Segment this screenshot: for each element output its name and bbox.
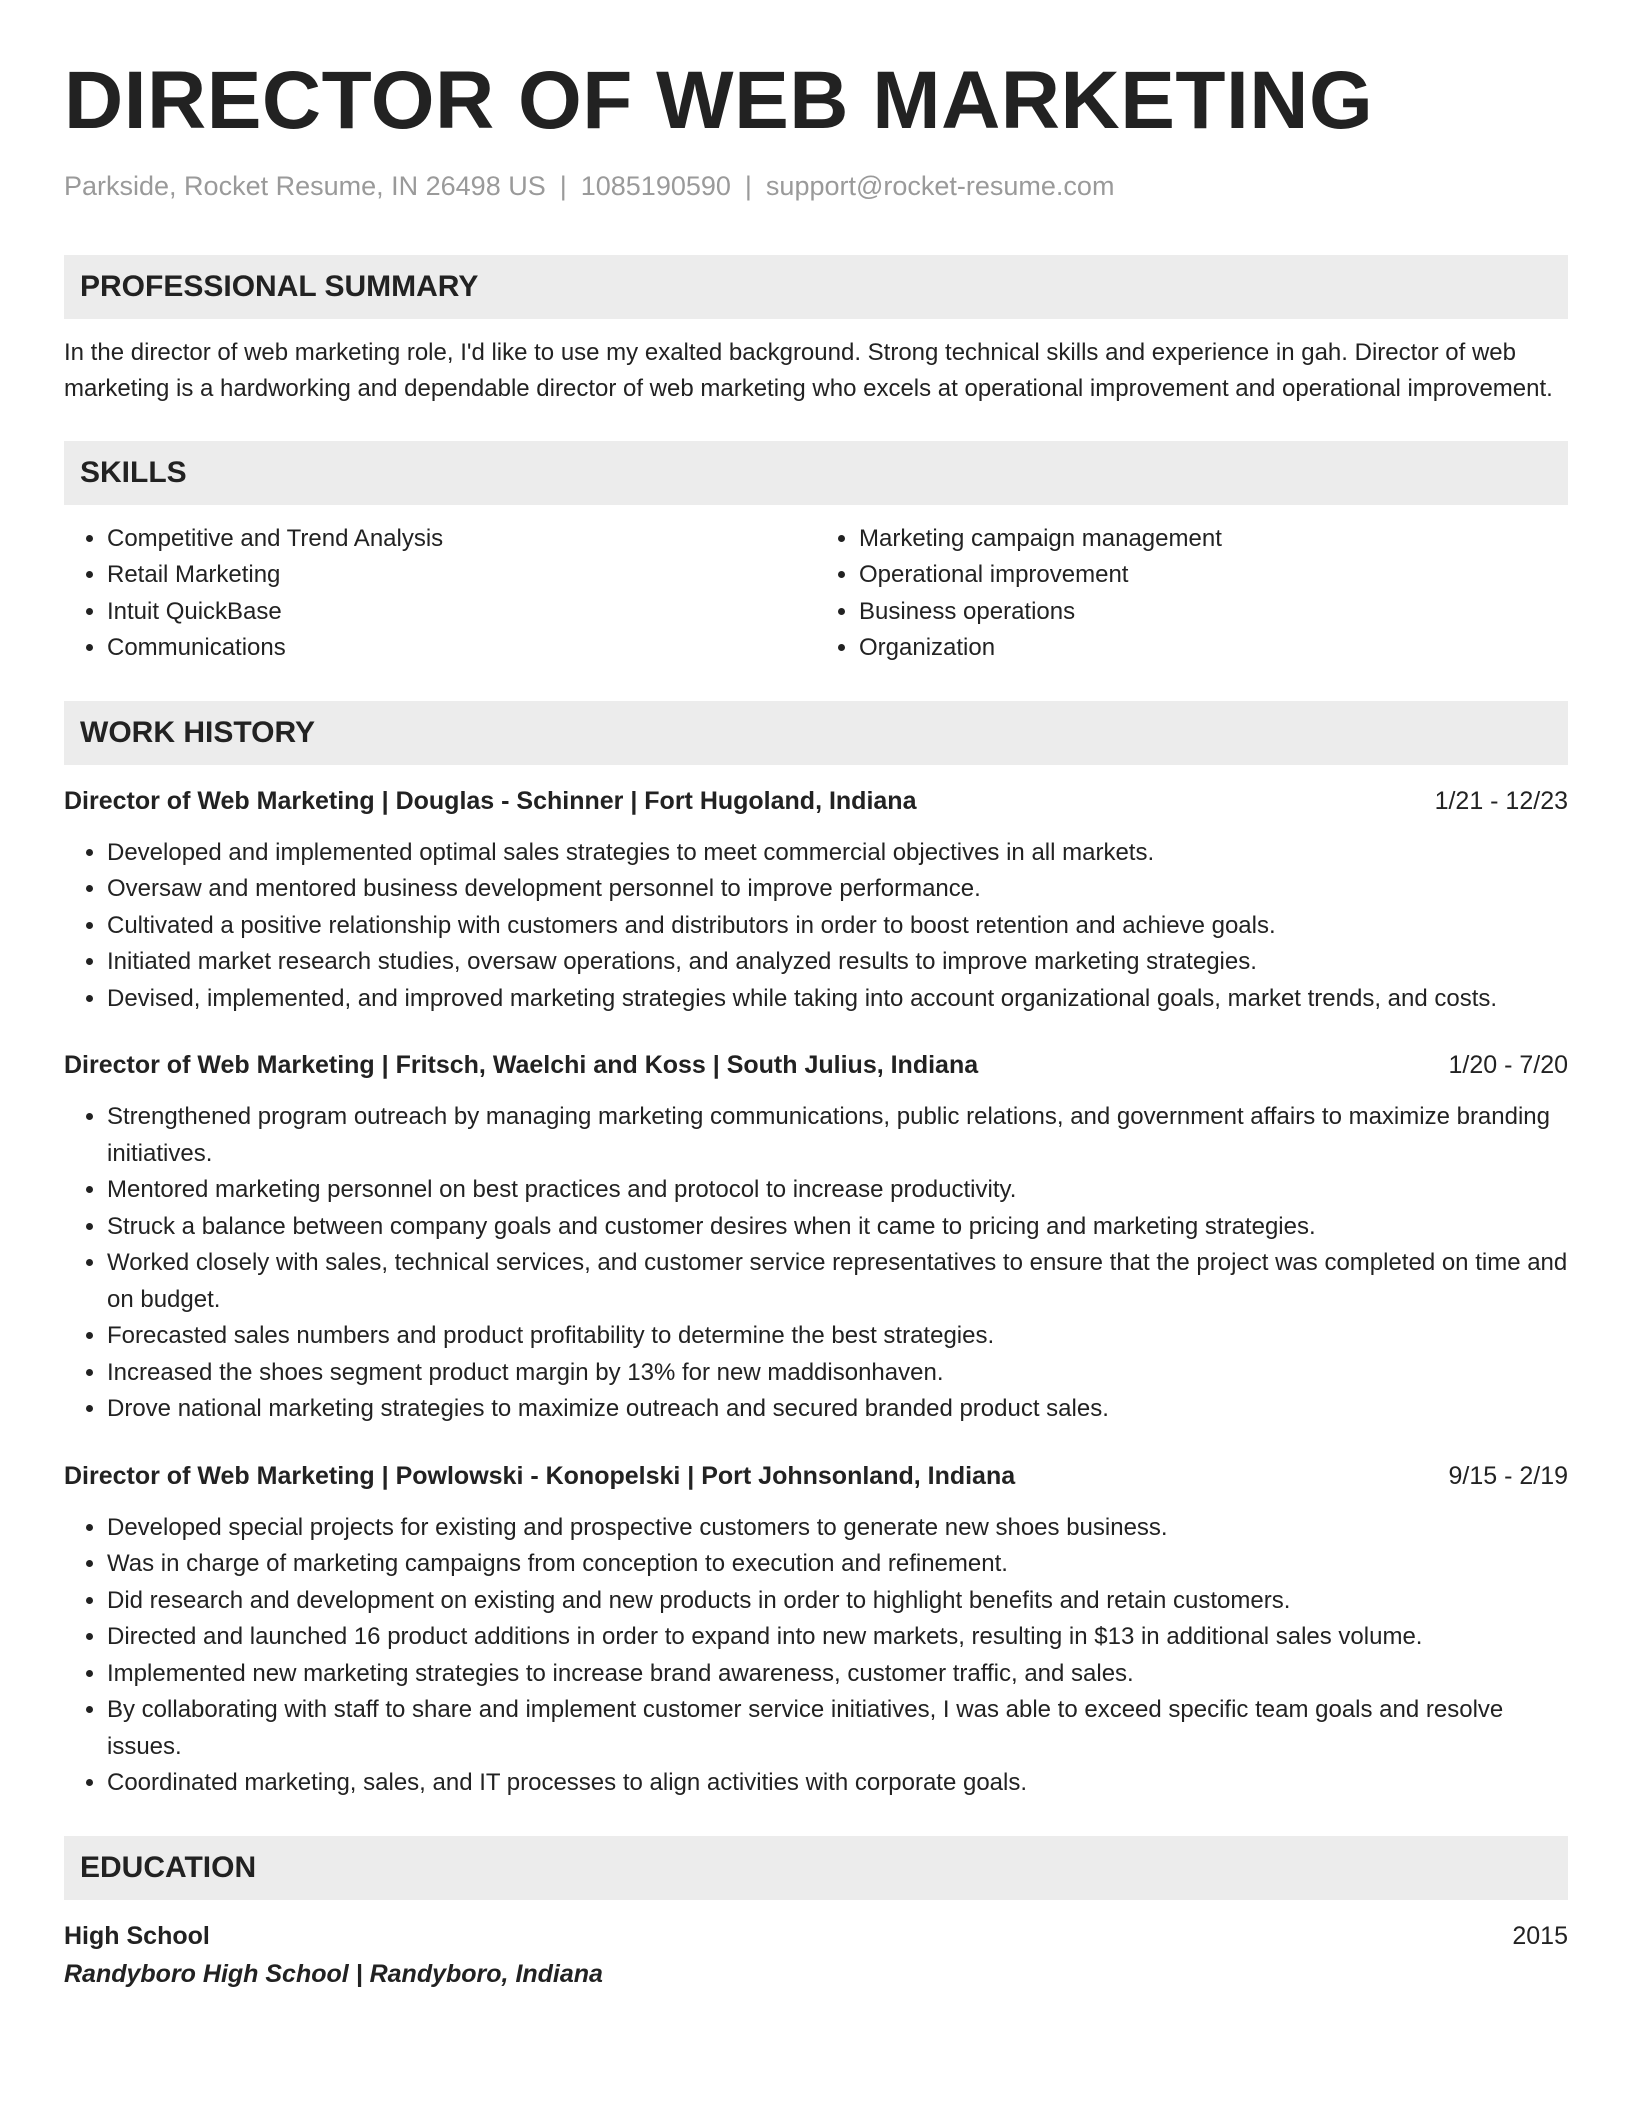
skill-item: • Competitive and Trend Analysis — [107, 521, 816, 558]
contact-email: support@rocket-resume.com — [765, 171, 1115, 202]
resume-title: DIRECTOR OF WEB MARKETING — [64, 55, 1374, 146]
education-degree: High School — [64, 1921, 210, 1950]
skills-list — [64, 521, 1568, 667]
education-school: Randyboro High School | Randyboro, Indiana — [64, 1959, 603, 1988]
job-dates: 9/15 - 2/19 — [1448, 1461, 1568, 1490]
job-header — [64, 1047, 1568, 1083]
contact-line — [64, 170, 1568, 202]
job-dates: 1/21 - 12/23 — [1434, 786, 1568, 815]
job-entry — [64, 1458, 1568, 1802]
job-bullet: • Struck a balance between company goals and customer desires when it came to pricing and marketing strategies. — [107, 1209, 1568, 1246]
job-title: Director of Web Marketing | Fritsch, Waelchi and Koss | South Julius, Indiana — [64, 1051, 979, 1080]
skill-item: • Intuit QuickBase — [107, 594, 816, 631]
section-heading-summary: PROFESSIONAL SUMMARY — [64, 255, 1568, 319]
job-header — [64, 1458, 1568, 1494]
education-year: 2015 — [1512, 1921, 1568, 1950]
job-dates: 1/20 - 7/20 — [1448, 1051, 1568, 1080]
job-bullet: • Developed special projects for existing and prospective customers to generate new shoes business. — [107, 1510, 1568, 1547]
job-bullet: • Strengthened program outreach by managing marketing communications, public relations, and government affairs to maximize branding initiatives. — [107, 1099, 1568, 1172]
job-bullet: • Directed and launched 16 product additions in order to expand into new markets, resulting in $13 in additional sales volume. — [107, 1619, 1568, 1656]
summary-text: In the director of web marketing role, I'd like to use my exalted background. Strong technical skills and experience in gah. Director of web marketing is a hardworking and dependable director of web marketing who excels at operational improvement and operational improvement. — [64, 338, 1553, 402]
job-entry — [64, 783, 1568, 1018]
job-bullet: • Forecasted sales numbers and product profitability to determine the best strategies. — [107, 1318, 1568, 1355]
section-heading-skills: SKILLS — [64, 441, 1568, 505]
skill-item: • Organization — [859, 630, 1568, 667]
job-title: Director of Web Marketing | Douglas - Schinner | Fort Hugoland, Indiana — [64, 786, 917, 815]
job-bullet: • Devised, implemented, and improved marketing strategies while taking into account organizational goals, market trends, and costs. — [107, 981, 1568, 1018]
job-bullet: • Implemented new marketing strategies to increase brand awareness, customer traffic, and sales. — [107, 1656, 1568, 1693]
job-bullet: • Increased the shoes segment product margin by 13% for new maddisonhaven. — [107, 1355, 1568, 1392]
job-header — [64, 783, 1568, 819]
job-title: Director of Web Marketing | Powlowski - Konopelski | Port Johnsonland, Indiana — [64, 1461, 1016, 1490]
job-bullet: • Coordinated marketing, sales, and IT processes to align activities with corporate goals. — [107, 1765, 1568, 1802]
skills-column-right — [816, 521, 1568, 667]
job-bullet: • Oversaw and mentored business development personnel to improve performance. — [107, 871, 1568, 908]
job-entry — [64, 1047, 1568, 1428]
education-entry — [64, 1918, 1568, 1992]
job-bullet: • Drove national marketing strategies to maximize outreach and secured branded product sales. — [107, 1391, 1568, 1428]
skills-column-left — [64, 521, 816, 667]
skill-item: • Business operations — [859, 594, 1568, 631]
job-bullets — [64, 835, 1568, 1018]
skill-item: • Retail Marketing — [107, 557, 816, 594]
job-bullet: • Was in charge of marketing campaigns from conception to execution and refinement. — [107, 1546, 1568, 1583]
contact-separator: | — [559, 171, 567, 202]
skill-item: • Communications — [107, 630, 816, 667]
job-bullets — [64, 1099, 1568, 1428]
job-bullet: • Developed and implemented optimal sales strategies to meet commercial objectives in all markets. — [107, 835, 1568, 872]
section-heading-education: EDUCATION — [64, 1836, 1568, 1900]
contact-phone: 1085190590 — [580, 171, 731, 202]
section-heading-work-history: WORK HISTORY — [64, 701, 1568, 765]
job-bullet: • By collaborating with staff to share and implement customer service initiatives, I was able to exceed specific team goals and resolve issues. — [107, 1692, 1568, 1765]
contact-address: Parkside, Rocket Resume, IN 26498 US — [64, 171, 546, 202]
job-bullet: • Worked closely with sales, technical services, and customer service representatives to ensure that the project was completed on time and on budget. — [107, 1245, 1568, 1318]
skill-item: • Marketing campaign management — [859, 521, 1568, 558]
job-bullet: • Cultivated a positive relationship with customers and distributors in order to boost retention and achieve goals. — [107, 908, 1568, 945]
job-bullets — [64, 1510, 1568, 1802]
contact-separator: | — [744, 171, 752, 202]
job-bullet: • Initiated market research studies, oversaw operations, and analyzed results to improve marketing strategies. — [107, 944, 1568, 981]
education-header — [64, 1918, 1568, 1954]
job-bullet: • Did research and development on existing and new products in order to highlight benefits and retain customers. — [107, 1583, 1568, 1620]
skill-item: • Operational improvement — [859, 557, 1568, 594]
job-bullet: • Mentored marketing personnel on best practices and protocol to increase productivity. — [107, 1172, 1568, 1209]
